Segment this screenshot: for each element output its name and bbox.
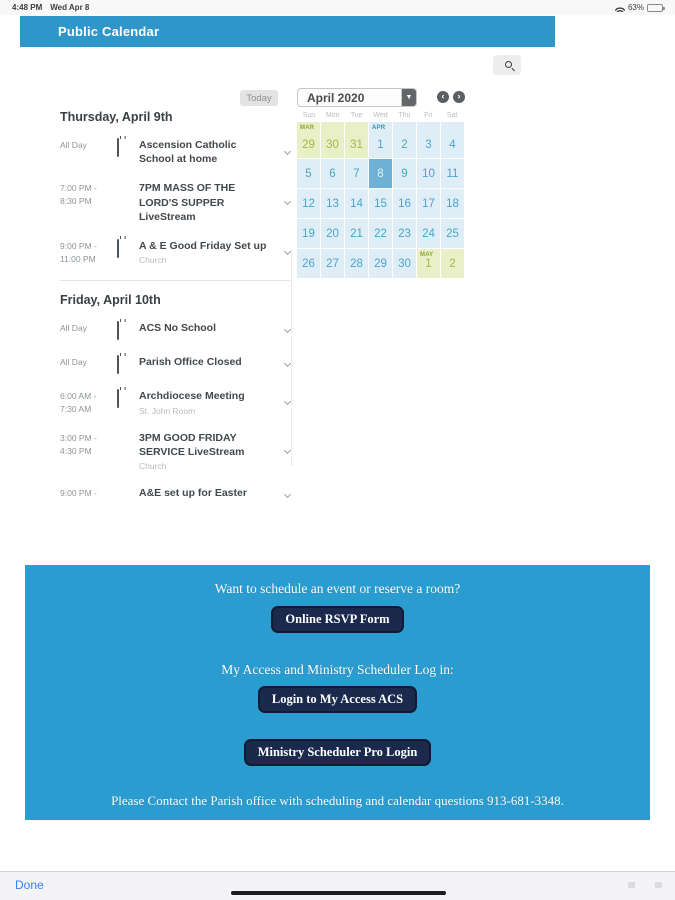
status-date: Wed Apr 8	[50, 3, 90, 12]
event-time	[60, 181, 117, 224]
calendar-icon	[117, 138, 119, 157]
rsvp-form-button[interactable]: Online RSVP Form	[271, 606, 403, 633]
event-title: Parish Office Closed	[139, 356, 242, 369]
event-subtitle: Church	[139, 255, 167, 266]
status-time: 4:48 PM	[12, 3, 43, 12]
calendar-day[interactable]: 6	[321, 159, 344, 188]
footer-panel	[25, 565, 650, 820]
calendar-day[interactable]: 16	[393, 189, 416, 218]
event-subtitle: Church	[139, 461, 167, 472]
event-time	[60, 389, 117, 416]
event-time-start: 9:00 PM -	[60, 488, 97, 499]
event-time-start: 6:00 AM -	[60, 391, 97, 402]
calendar-day[interactable]: 24	[417, 219, 440, 248]
calendar-day[interactable]: 30	[393, 249, 416, 278]
event-title: 3PM GOOD FRIDAY SERVICE LiveStream	[139, 431, 245, 459]
calendar-day[interactable]: 26	[297, 249, 320, 278]
calendar-day[interactable]: 11	[441, 159, 464, 188]
mini-calendar	[297, 112, 464, 278]
calendar-day[interactable]: 4	[441, 122, 464, 158]
chevron-down-icon[interactable]	[284, 248, 291, 255]
event-time-start: All Day	[60, 140, 87, 150]
header-bar	[20, 16, 555, 47]
schedule-prompt: Want to schedule an event or reserve a room?	[214, 581, 461, 596]
event-list	[60, 110, 290, 520]
calendar-icon	[117, 355, 119, 374]
event-row[interactable]	[60, 181, 290, 224]
calendar-day[interactable]: 2	[441, 249, 464, 278]
status-bar	[0, 0, 675, 15]
calendar-day[interactable]: APR 1	[369, 122, 392, 158]
calendar-icon	[117, 321, 119, 340]
month-select[interactable]	[297, 88, 417, 107]
chevron-down-icon[interactable]	[284, 326, 291, 333]
event-time-start: All Day	[60, 323, 87, 334]
event-row[interactable]	[60, 389, 290, 416]
event-row[interactable]	[60, 321, 290, 340]
day-group	[60, 110, 290, 265]
contact-info: Please Contact the Parish office with scheduling and calendar questions 913-681-3348.	[111, 793, 564, 808]
chevron-down-icon[interactable]	[284, 360, 291, 367]
event-time-end: 7:30 AM	[60, 404, 92, 415]
event-time-start: All Day	[60, 357, 87, 368]
keyboard-dismiss-icon	[655, 882, 662, 888]
calendar-day[interactable]: 27	[321, 249, 344, 278]
dropdown-arrow-icon: ▼	[401, 89, 416, 106]
day-heading: Friday, April 10th	[60, 293, 161, 308]
event-title: A & E Good Friday Set up	[139, 239, 267, 252]
calendar-day[interactable]: 2	[393, 122, 416, 158]
weekday-label: Thu	[398, 112, 411, 119]
calendar-day[interactable]: 19	[297, 219, 320, 248]
battery-percent: 63%	[627, 3, 644, 12]
event-time-start: 3:00 PM -	[60, 432, 97, 443]
chevron-down-icon[interactable]	[284, 198, 291, 205]
event-row[interactable]	[60, 486, 290, 505]
event-time	[60, 431, 117, 471]
calendar-day[interactable]: 23	[393, 219, 416, 248]
event-row[interactable]	[60, 431, 290, 471]
calendar-day[interactable]: MAY 1	[417, 249, 440, 278]
search-icon	[505, 61, 512, 68]
month-label: APR	[372, 125, 386, 131]
search-button[interactable]	[493, 55, 521, 75]
event-row[interactable]	[60, 355, 290, 374]
battery-icon	[647, 4, 663, 12]
calendar-day[interactable]: 20	[321, 219, 344, 248]
calendar-icon	[117, 389, 119, 408]
chevron-down-icon[interactable]	[284, 491, 291, 498]
weekday-label: Mon	[325, 112, 340, 119]
chevron-down-icon[interactable]	[284, 148, 291, 155]
day-group	[60, 280, 290, 505]
event-time	[60, 239, 117, 266]
event-row[interactable]	[60, 239, 290, 266]
weekday-label: Sun	[302, 112, 316, 119]
calendar-day[interactable]: 15	[369, 189, 392, 218]
calendar-day[interactable]: 9	[393, 159, 416, 188]
chevron-down-icon[interactable]	[284, 398, 291, 405]
chevron-down-icon[interactable]	[284, 446, 291, 453]
event-time	[60, 321, 117, 340]
day-heading: Thursday, April 9th	[60, 110, 173, 124]
weekday-label: Tue	[350, 112, 363, 119]
event-subtitle: St. John Room	[139, 405, 196, 416]
calendar-day[interactable]: 14	[345, 189, 368, 218]
calendar-day[interactable]: 13	[321, 189, 344, 218]
event-time	[60, 486, 117, 505]
calendar-icon	[117, 239, 119, 258]
today-button[interactable]: Today	[240, 90, 278, 106]
keyboard-icon	[628, 882, 635, 888]
ministry-scheduler-login-button[interactable]: Ministry Scheduler Pro Login	[244, 739, 432, 766]
calendar-day[interactable]: 18	[441, 189, 464, 218]
calendar-day[interactable]: 21	[345, 219, 368, 248]
weekday-row	[297, 112, 464, 119]
event-title: A&E set up for Easter	[139, 487, 247, 500]
weekday-label: Fri	[424, 112, 433, 119]
weekday-label: Sat	[446, 112, 458, 119]
event-title: 7PM MASS OF THE LORD'S SUPPER LiveStream	[139, 182, 236, 223]
calendar-day[interactable]: 22	[369, 219, 392, 248]
event-time-start: 9:00 PM -	[60, 240, 97, 251]
calendar-day[interactable]: 30	[321, 122, 344, 158]
calendar-day[interactable]: 5	[297, 159, 320, 188]
month-nav	[437, 91, 465, 103]
next-month-button[interactable]: ›	[453, 91, 465, 103]
calendar-day[interactable]: 3	[417, 122, 440, 158]
bottom-bar	[0, 871, 675, 900]
event-time-end: 4:30 PM	[60, 445, 92, 456]
calendar-day[interactable]: 17	[417, 189, 440, 218]
login-prompt: My Access and Ministry Scheduler Log in:	[221, 662, 454, 677]
event-time-start: 7:00 PM -	[60, 183, 97, 194]
event-time	[60, 355, 117, 374]
event-title: Ascension Catholic School at home	[139, 139, 237, 166]
my-access-login-button[interactable]: Login to My Access ACS	[258, 686, 417, 713]
event-time	[60, 138, 117, 166]
wifi-icon	[615, 4, 625, 12]
event-title: Archdiocese Meeting	[139, 390, 245, 403]
month-label: MAR	[300, 125, 315, 131]
calendar-day[interactable]: 29	[369, 249, 392, 278]
page-title: Public Calendar	[58, 24, 160, 39]
weekday-label: Wed	[373, 112, 388, 119]
calendar-day[interactable]: 10	[417, 159, 440, 188]
month-select-value: April 2020	[307, 90, 365, 105]
calendar-grid	[297, 122, 464, 278]
done-button[interactable]: Done	[15, 878, 44, 892]
calendar-day[interactable]: 7	[345, 159, 368, 188]
calendar-day[interactable]: 28	[345, 249, 368, 278]
calendar-day[interactable]: MAR 29	[297, 122, 320, 158]
event-time-end: 11:00 PM	[60, 253, 96, 264]
calendar-day-today[interactable]: 8	[369, 159, 392, 188]
prev-month-button[interactable]: ‹	[437, 91, 449, 103]
day-events	[60, 138, 290, 265]
calendar-day[interactable]: 25	[441, 219, 464, 248]
calendar-day[interactable]: 12	[297, 189, 320, 218]
event-time-end: 8:30 PM	[60, 196, 92, 207]
day-events	[60, 321, 290, 505]
event-row[interactable]	[60, 138, 290, 166]
home-indicator[interactable]	[231, 891, 446, 895]
event-title: ACS No School	[139, 322, 217, 335]
month-label: MAY	[420, 252, 434, 258]
calendar-day[interactable]: 31	[345, 122, 368, 158]
